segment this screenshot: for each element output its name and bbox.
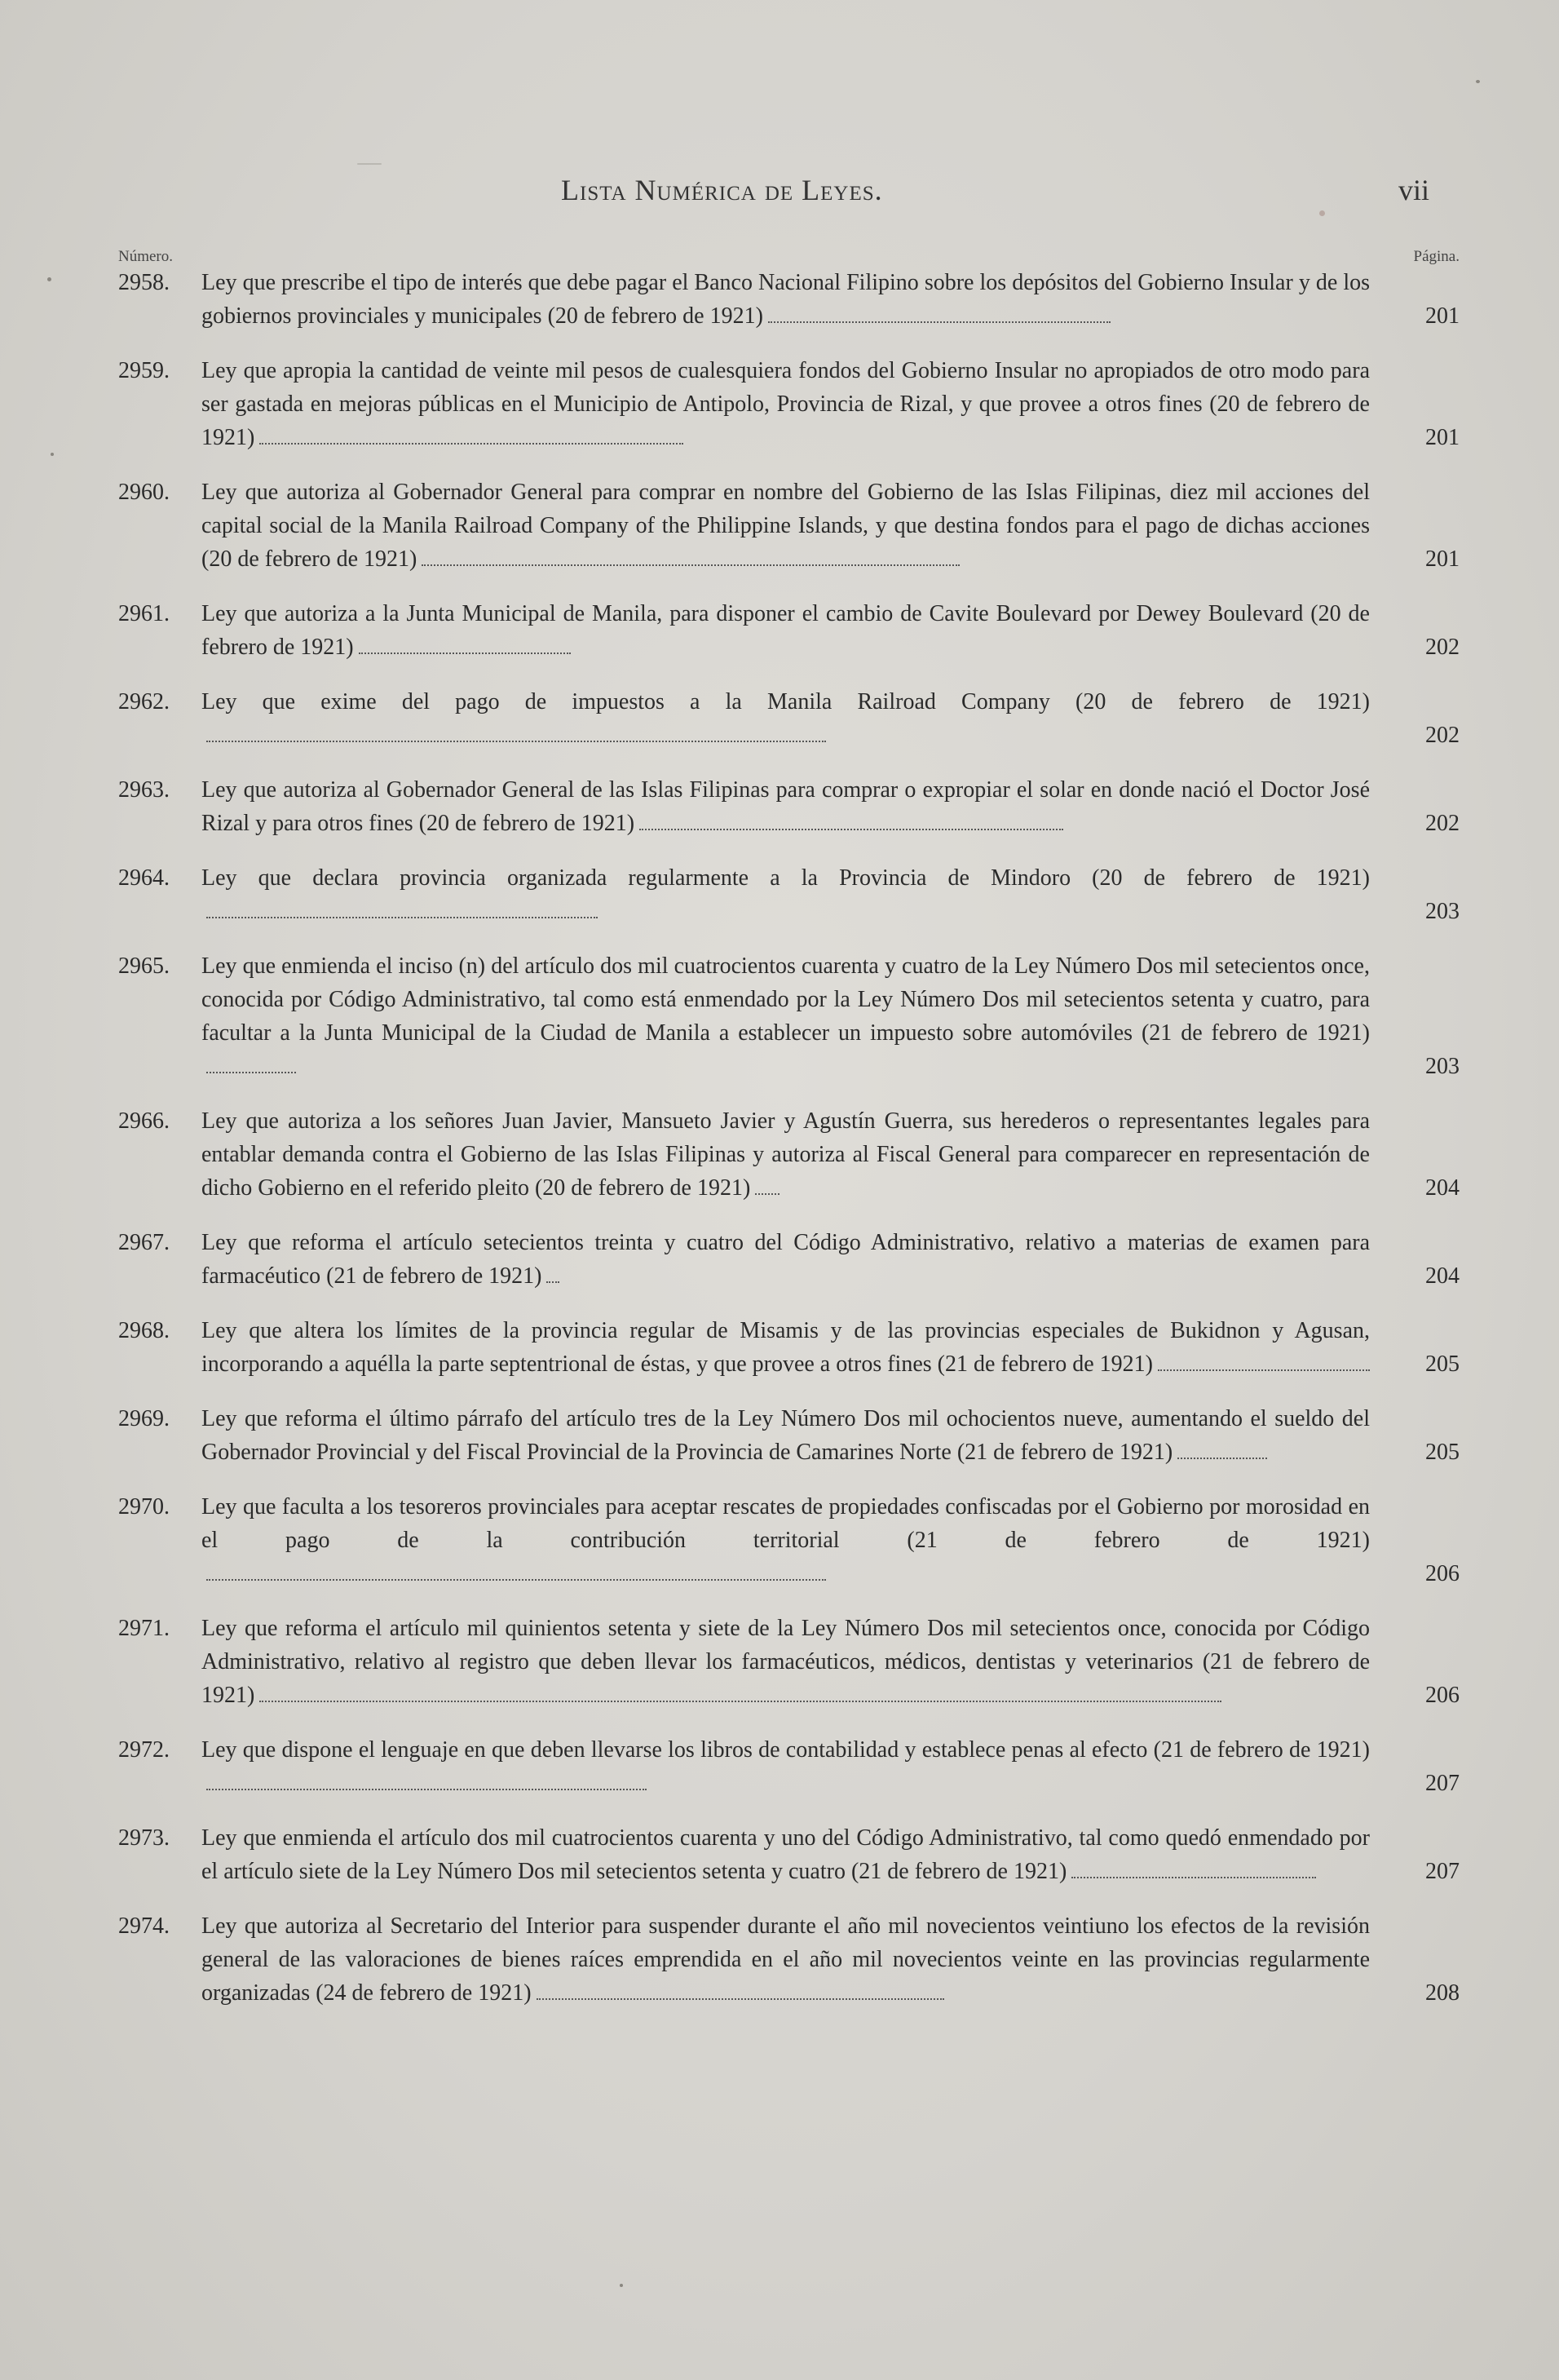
list-item <box>118 266 1460 333</box>
list-item <box>118 1314 1460 1381</box>
law-number: 2960. <box>118 480 170 505</box>
law-number: 2966. <box>118 1108 170 1134</box>
law-text: Ley que autoriza a la Junta Municipal de Manila, para disponer el cambio de Cavite Boulevard por Dewey Boulevard (20 de febrero de 1921) <box>201 601 1370 660</box>
law-text: Ley que reforma el último párrafo del artículo tres de la Ley Número Dos mil ochocientos nueve, aumentando el sueldo del Gobernador Provincial y del Fiscal Provincial de la Provincia de Camarines Norte (21 de febrero de 1921) <box>201 1406 1370 1465</box>
law-text: Ley que faculta a los tesoreros provinciales para aceptar rescates de propiedades confiscadas por el Gobierno por morosidad en el pago de la contribución territorial (21 de febrero de 1921) <box>201 1494 1370 1553</box>
running-head <box>0 173 1559 214</box>
paper-speck <box>357 163 382 165</box>
page-number: 206 <box>1425 1683 1460 1708</box>
list-item <box>118 1490 1460 1590</box>
page-title: Lista Numérica de Leyes. <box>561 174 883 206</box>
law-text: Ley que autoriza al Secretario del Interior para suspender durante el año mil novecientos veintiuno los efectos de la revisión general de las valoraciones de bienes raíces emprendida en el año mil novecientos veinte en las provincias regularmente organizadas (24 de febrero de 1921) <box>201 1913 1370 2006</box>
law-text: Ley que exime del pago de impuestos a la Manila Railroad Company (20 de febrero de 1921) <box>201 689 1370 714</box>
law-number: 2965. <box>118 953 170 979</box>
law-number: 2963. <box>118 777 170 803</box>
law-number: 2967. <box>118 1230 170 1255</box>
law-description <box>201 1490 1370 1590</box>
law-number: 2958. <box>118 270 170 295</box>
law-description <box>201 1821 1370 1888</box>
page-number: 204 <box>1425 1175 1460 1201</box>
law-text: Ley que enmienda el inciso (n) del artículo dos mil cuatrocientos cuarenta y cuatro de la Ley Número Dos mil setecientos once, conocida por Código Administrativo, tal como está enmendado por la Ley Número Dos mil setecientos setenta y cuatro, para facultar a la Junta Municipal de la Ciudad de Manila a establecer un impuesto sobre automóviles (21 de febrero de 1921) <box>201 953 1370 1046</box>
law-number: 2959. <box>118 358 170 383</box>
law-number: 2973. <box>118 1825 170 1851</box>
law-description <box>201 1733 1370 1800</box>
law-text: Ley que declara provincia organizada regularmente a la Provincia de Mindoro (20 de febrero de 1921) <box>201 865 1370 891</box>
paper-speck <box>620 2284 623 2287</box>
page-number: 204 <box>1425 1263 1460 1289</box>
list-item <box>118 949 1460 1083</box>
dot-leader <box>422 564 960 566</box>
list-item <box>118 476 1460 576</box>
paper-speck <box>1476 80 1480 83</box>
law-text: Ley que apropia la cantidad de veinte mil pesos de cualesquiera fondos del Gobierno Insular no apropiados de otro modo para ser gastada en mejoras públicas en el Municipio de Antipolo, Provincia de Rizal, y que provee a otros fines (20 de febrero de 1921) <box>201 358 1370 450</box>
law-description <box>201 1612 1370 1712</box>
law-description <box>201 1226 1370 1293</box>
page-number: 202 <box>1425 635 1460 660</box>
dot-leader <box>259 443 683 445</box>
law-number: 2962. <box>118 689 170 714</box>
law-text: Ley que autoriza al Gobernador General de las Islas Filipinas para comprar o expropiar el solar en donde nació el Doctor José Rizal y para otros fines (20 de febrero de 1921) <box>201 777 1370 836</box>
list-item <box>118 597 1460 664</box>
dot-leader <box>537 1998 944 2000</box>
law-description <box>201 1909 1370 2010</box>
law-text: Ley que dispone el lenguaje en que deben llevarse los libros de contabilidad y establece penas al efecto (21 de febrero de 1921) <box>201 1737 1370 1763</box>
page-number: 201 <box>1425 546 1460 572</box>
law-text: Ley que enmienda el artículo dos mil cuatrocientos cuarenta y uno del Código Administrativo, tal como quedó enmendado por el artículo siete de la Ley Número Dos mil setecientos setenta y cuatro (21 de febrero de 1921) <box>201 1825 1370 1884</box>
law-description <box>201 1104 1370 1205</box>
dot-leader <box>359 653 571 654</box>
list-item <box>118 685 1460 752</box>
law-text: Ley que autoriza a los señores Juan Javier, Mansueto Javier y Agustín Guerra, sus herederos o representantes legales para entablar demanda contra el Gobierno de las Islas Filipinas y autoriza al Fiscal General para comparecer en representación de dicho Gobierno en el referido pleito (20 de febrero de 1921) <box>201 1108 1370 1201</box>
page-folio: vii <box>1398 174 1430 206</box>
dot-leader <box>259 1701 1221 1702</box>
page-number: 202 <box>1425 811 1460 836</box>
paper-speck <box>47 277 51 281</box>
page-number: 203 <box>1425 899 1460 924</box>
list-item <box>118 1226 1460 1293</box>
law-description <box>201 266 1370 333</box>
law-description <box>201 861 1370 928</box>
law-description <box>201 949 1370 1083</box>
dot-leader <box>206 1579 826 1581</box>
list-item <box>118 1104 1460 1205</box>
dot-leader <box>206 741 826 742</box>
list-item <box>118 354 1460 454</box>
list-item <box>118 1821 1460 1888</box>
dot-leader <box>768 321 1111 323</box>
dot-leader <box>755 1193 780 1195</box>
page-number: 207 <box>1425 1771 1460 1796</box>
law-number: 2969. <box>118 1406 170 1431</box>
paper-speck <box>51 453 54 456</box>
law-text: Ley que reforma el artículo mil quinientos setenta y siete de la Ley Número Dos mil setecientos once, conocida por Código Administrativo, relativo al registro que deben llevar los farmacéuticos, médicos, dentistas y veterinarios (21 de febrero de 1921) <box>201 1616 1370 1708</box>
dot-leader <box>1158 1369 1370 1371</box>
law-text: Ley que prescribe el tipo de interés que debe pagar el Banco Nacional Filipino sobre los depósitos del Gobierno Insular y de los gobiernos provinciales y municipales (20 de febrero de 1921) <box>201 270 1370 329</box>
dot-leader <box>639 829 1063 830</box>
page-number: 207 <box>1425 1859 1460 1884</box>
page-number: 208 <box>1425 1980 1460 2006</box>
column-header-page: Página. <box>1413 248 1460 265</box>
law-number: 2964. <box>118 865 170 891</box>
law-description <box>201 685 1370 752</box>
dot-leader <box>206 1789 647 1790</box>
law-text: Ley que reforma el artículo setecientos treinta y cuatro del Código Administrativo, relativo a materias de examen para farmacéutico (21 de febrero de 1921) <box>201 1230 1370 1289</box>
page-number: 201 <box>1425 425 1460 450</box>
law-text: Ley que altera los límites de la provincia regular de Misamis y de las provincias especiales de Bukidnon y Agusan, incorporando a aquélla la parte septentrional de éstas, y que provee a otros fines (21 de febrero de 1921) <box>201 1318 1370 1377</box>
law-number: 2961. <box>118 601 170 626</box>
dot-leader <box>1177 1458 1267 1459</box>
dot-leader <box>546 1281 559 1283</box>
list-item <box>118 1612 1460 1712</box>
law-description <box>201 597 1370 664</box>
law-number: 2970. <box>118 1494 170 1520</box>
law-number: 2968. <box>118 1318 170 1343</box>
law-description <box>201 1314 1370 1381</box>
law-number: 2974. <box>118 1913 170 1939</box>
page-number: 205 <box>1425 1351 1460 1377</box>
law-number: 2972. <box>118 1737 170 1763</box>
column-header-number: Número. <box>118 248 174 265</box>
law-list <box>118 266 1460 2031</box>
dot-leader <box>1071 1877 1316 1878</box>
list-item <box>118 1733 1460 1800</box>
page-number: 203 <box>1425 1054 1460 1079</box>
law-number: 2971. <box>118 1616 170 1641</box>
law-description <box>201 354 1370 454</box>
page-number: 205 <box>1425 1440 1460 1465</box>
list-item <box>118 1909 1460 2010</box>
law-text: Ley que autoriza al Gobernador General para comprar en nombre del Gobierno de las Islas Filipinas, diez mil acciones del capital social de la Manila Railroad Company of the Philippine Islands, y que destina fondos para el pago de dichas acciones (20 de febrero de 1921) <box>201 480 1370 572</box>
law-description <box>201 476 1370 576</box>
dot-leader <box>206 1072 296 1073</box>
list-item <box>118 861 1460 928</box>
page-number: 206 <box>1425 1561 1460 1586</box>
page-number: 201 <box>1425 303 1460 329</box>
page-number: 202 <box>1425 723 1460 748</box>
dot-leader <box>206 917 598 918</box>
law-description <box>201 773 1370 840</box>
column-headers <box>118 248 1460 268</box>
list-item <box>118 1402 1460 1469</box>
law-description <box>201 1402 1370 1469</box>
list-item <box>118 773 1460 840</box>
paper-speck <box>1319 210 1325 216</box>
